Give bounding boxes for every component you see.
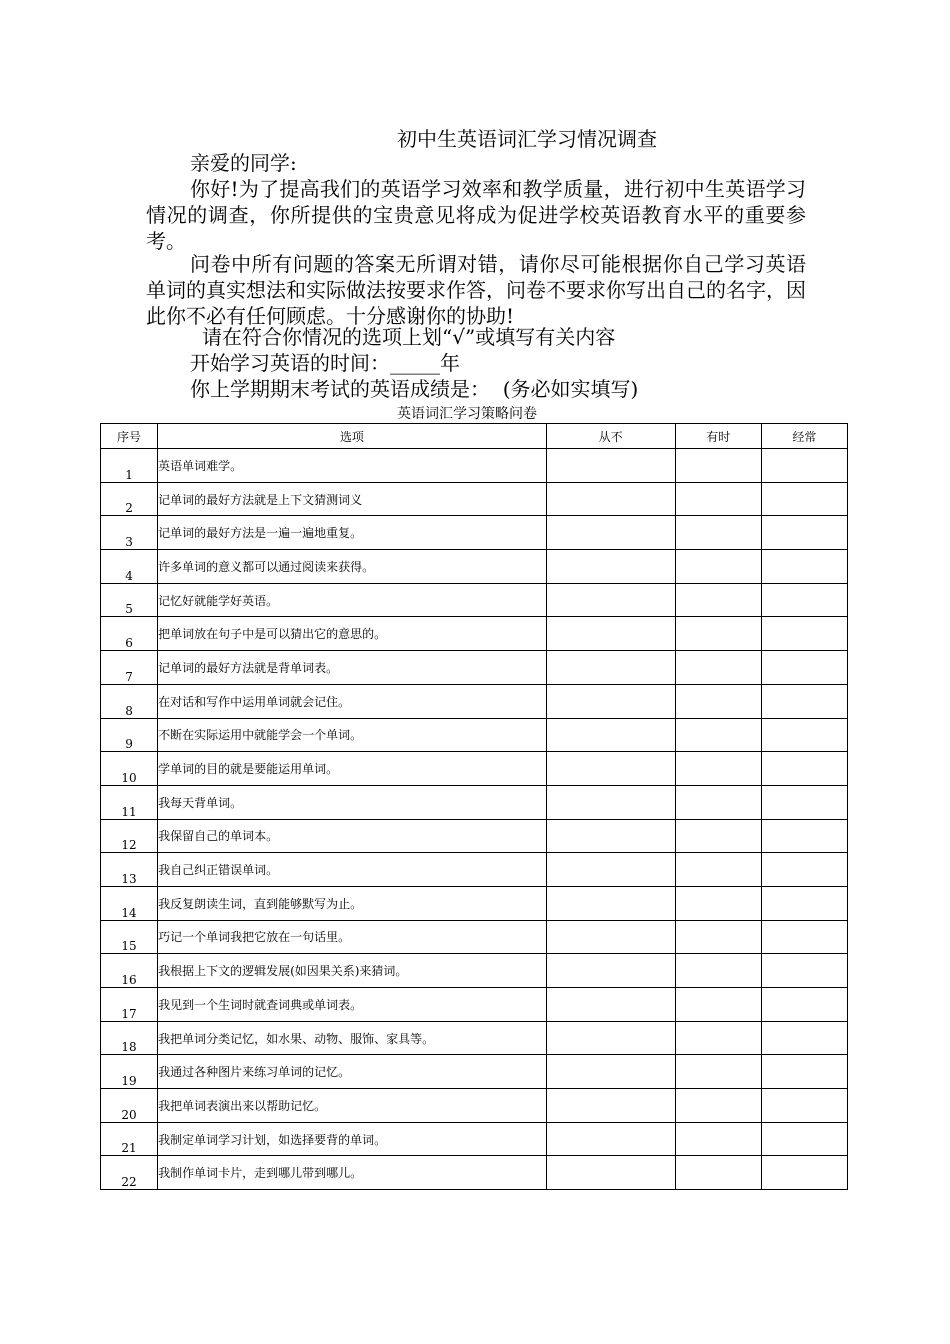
checkbox-often-cell[interactable] (761, 954, 847, 988)
checkbox-often-cell[interactable] (761, 1089, 847, 1123)
checkbox-often-cell[interactable] (761, 550, 847, 584)
checkbox-sometimes-cell[interactable] (675, 550, 761, 584)
row-option-text: 我反复朗读生词，直到能够默写为止。 (158, 886, 547, 920)
checkbox-often-cell[interactable] (761, 988, 847, 1022)
row-number: 3 (101, 516, 158, 550)
row-number: 19 (101, 1055, 158, 1089)
table-row (101, 954, 848, 988)
checkbox-sometimes-cell[interactable] (675, 954, 761, 988)
table-row (101, 651, 848, 685)
checkbox-never-cell[interactable] (546, 684, 675, 718)
table-row (101, 1156, 848, 1190)
notice-paragraph: 问卷中所有问题的答案无所谓对错，请你尽可能根据你自己学习英语单词的真实想法和实际做法按要求作答，问卷不要求你写出自己的名字，因此你不必有任何顾虑。十分感谢你的协助! (146, 252, 806, 328)
header-often: 经常 (761, 424, 847, 449)
checkbox-never-cell[interactable] (546, 752, 675, 786)
checkbox-sometimes-cell[interactable] (675, 785, 761, 819)
row-number: 11 (101, 785, 158, 819)
checkbox-often-cell[interactable] (761, 651, 847, 685)
row-option-text: 在对话和写作中运用单词就会记住。 (158, 684, 547, 718)
row-number: 17 (101, 988, 158, 1022)
table-row (101, 988, 848, 1022)
row-number: 22 (101, 1156, 158, 1190)
row-number: 6 (101, 617, 158, 651)
table-row (101, 1021, 848, 1055)
table-row (101, 684, 848, 718)
row-option-text: 我自己纠正错误单词。 (158, 853, 547, 887)
checkbox-sometimes-cell[interactable] (675, 1122, 761, 1156)
row-option-text: 我制作单词卡片，走到哪儿带到哪儿。 (158, 1156, 547, 1190)
row-number: 2 (101, 482, 158, 516)
checkbox-often-cell[interactable] (761, 684, 847, 718)
row-number: 7 (101, 651, 158, 685)
row-number: 20 (101, 1089, 158, 1123)
row-option-text: 我把单词表演出来以帮助记忆。 (158, 1089, 547, 1123)
checkbox-sometimes-cell[interactable] (675, 617, 761, 651)
checkbox-sometimes-cell[interactable] (675, 516, 761, 550)
row-option-text: 英语单词难学。 (158, 449, 547, 483)
survey-table (100, 423, 848, 1190)
checkbox-sometimes-cell[interactable] (675, 482, 761, 516)
table-row (101, 1122, 848, 1156)
checkbox-sometimes-cell[interactable] (675, 988, 761, 1022)
checkbox-sometimes-cell[interactable] (675, 1156, 761, 1190)
table-row (101, 583, 848, 617)
row-number: 15 (101, 920, 158, 954)
row-number: 14 (101, 886, 158, 920)
checkbox-often-cell[interactable] (761, 886, 847, 920)
checkbox-often-cell[interactable] (761, 583, 847, 617)
checkbox-sometimes-cell[interactable] (675, 1021, 761, 1055)
row-option-text: 我把单词分类记忆，如水果、动物、服饰、家具等。 (158, 1021, 547, 1055)
checkbox-never-cell[interactable] (546, 853, 675, 887)
row-number: 10 (101, 752, 158, 786)
checkbox-never-cell[interactable] (546, 819, 675, 853)
checkbox-often-cell[interactable] (761, 752, 847, 786)
table-row (101, 1055, 848, 1089)
checkbox-sometimes-cell[interactable] (675, 1055, 761, 1089)
row-option-text: 记单词的最好方法是一遍一遍地重复。 (158, 516, 547, 550)
checkbox-never-cell[interactable] (546, 550, 675, 584)
instruction-text: 请在符合你情况的选项上划“√”或填写有关内容 (202, 325, 616, 349)
row-option-text: 巧记一个单词我把它放在一句话里。 (158, 920, 547, 954)
checkbox-sometimes-cell[interactable] (675, 684, 761, 718)
start-time-field: 开始学习英语的时间：_____年 (190, 351, 460, 375)
row-option-text: 记单词的最好方法就是上下文猜测词义 (158, 482, 547, 516)
checkbox-never-cell[interactable] (546, 1021, 675, 1055)
checkbox-never-cell[interactable] (546, 1055, 675, 1089)
checkbox-never-cell[interactable] (546, 988, 675, 1022)
table-row (101, 617, 848, 651)
row-option-text: 不断在实际运用中就能学会一个单词。 (158, 718, 547, 752)
table-row (101, 1089, 848, 1123)
table-row (101, 819, 848, 853)
checkbox-sometimes-cell[interactable] (675, 718, 761, 752)
checkbox-often-cell[interactable] (761, 482, 847, 516)
checkbox-never-cell[interactable] (546, 886, 675, 920)
page-title: 初中生英语词汇学习情况调查 (397, 127, 657, 151)
table-row (101, 449, 848, 483)
checkbox-sometimes-cell[interactable] (675, 449, 761, 483)
row-number: 16 (101, 954, 158, 988)
last-score-field: 你上学期期末考试的英语成绩是： (务必如实填写) (190, 377, 639, 401)
checkbox-often-cell[interactable] (761, 785, 847, 819)
checkbox-often-cell[interactable] (761, 853, 847, 887)
row-number: 13 (101, 853, 158, 887)
table-row (101, 718, 848, 752)
checkbox-sometimes-cell[interactable] (675, 886, 761, 920)
table-row (101, 550, 848, 584)
checkbox-never-cell[interactable] (546, 449, 675, 483)
header-option: 选项 (158, 424, 547, 449)
table-row (101, 920, 848, 954)
header-sometimes: 有时 (675, 424, 761, 449)
checkbox-sometimes-cell[interactable] (675, 853, 761, 887)
row-option-text: 记单词的最好方法就是背单词表。 (158, 651, 547, 685)
row-option-text: 把单词放在句子中是可以猜出它的意思的。 (158, 617, 547, 651)
checkbox-often-cell[interactable] (761, 1156, 847, 1190)
checkbox-never-cell[interactable] (546, 954, 675, 988)
checkbox-never-cell[interactable] (546, 482, 675, 516)
table-row (101, 516, 848, 550)
checkbox-never-cell[interactable] (546, 1156, 675, 1190)
checkbox-often-cell[interactable] (761, 617, 847, 651)
checkbox-sometimes-cell[interactable] (675, 819, 761, 853)
row-number: 5 (101, 583, 158, 617)
header-number: 序号 (101, 424, 158, 449)
row-option-text: 许多单词的意义都可以通过阅读来获得。 (158, 550, 547, 584)
checkbox-often-cell[interactable] (761, 920, 847, 954)
checkbox-sometimes-cell[interactable] (675, 583, 761, 617)
checkbox-never-cell[interactable] (546, 718, 675, 752)
checkbox-often-cell[interactable] (761, 516, 847, 550)
checkbox-sometimes-cell[interactable] (675, 920, 761, 954)
row-option-text: 我制定单词学习计划，如选择要背的单词。 (158, 1122, 547, 1156)
table-row (101, 482, 848, 516)
table-row (101, 785, 848, 819)
table-title: 英语词汇学习策略问卷 (397, 406, 537, 422)
row-number: 12 (101, 819, 158, 853)
table-row (101, 752, 848, 786)
header-never: 从不 (546, 424, 675, 449)
row-number: 4 (101, 550, 158, 584)
checkbox-often-cell[interactable] (761, 1122, 847, 1156)
row-number: 9 (101, 718, 158, 752)
row-option-text: 我根据上下文的逻辑发展(如因果关系)来猜词。 (158, 954, 547, 988)
row-number: 18 (101, 1021, 158, 1055)
checkbox-often-cell[interactable] (761, 449, 847, 483)
checkbox-never-cell[interactable] (546, 516, 675, 550)
checkbox-never-cell[interactable] (546, 1122, 675, 1156)
checkbox-sometimes-cell[interactable] (675, 1089, 761, 1123)
checkbox-never-cell[interactable] (546, 583, 675, 617)
checkbox-never-cell[interactable] (546, 785, 675, 819)
checkbox-often-cell[interactable] (761, 1055, 847, 1089)
greeting: 亲爱的同学: (190, 151, 297, 175)
checkbox-never-cell[interactable] (546, 1089, 675, 1123)
checkbox-often-cell[interactable] (761, 1021, 847, 1055)
checkbox-often-cell[interactable] (761, 718, 847, 752)
row-number: 21 (101, 1122, 158, 1156)
row-option-text: 我保留自己的单词本。 (158, 819, 547, 853)
checkbox-often-cell[interactable] (761, 819, 847, 853)
row-number: 8 (101, 684, 158, 718)
row-number: 1 (101, 449, 158, 483)
checkbox-never-cell[interactable] (546, 651, 675, 685)
intro-paragraph: 你好!为了提高我们的英语学习效率和教学质量，进行初中生英语学习情况的调查，你所提供的宝贵意见将成为促进学校英语教育水平的重要参考。 (146, 177, 806, 253)
row-option-text: 我通过各种图片来练习单词的记忆。 (158, 1055, 547, 1089)
row-option-text: 我见到一个生词时就查词典或单词表。 (158, 988, 547, 1022)
checkbox-sometimes-cell[interactable] (675, 651, 761, 685)
checkbox-never-cell[interactable] (546, 920, 675, 954)
table-row (101, 886, 848, 920)
row-option-text: 记忆好就能学好英语。 (158, 583, 547, 617)
checkbox-sometimes-cell[interactable] (675, 752, 761, 786)
table-row (101, 853, 848, 887)
row-option-text: 学单词的目的就是要能运用单词。 (158, 752, 547, 786)
row-option-text: 我每天背单词。 (158, 785, 547, 819)
table-header-row (101, 424, 848, 449)
checkbox-never-cell[interactable] (546, 617, 675, 651)
